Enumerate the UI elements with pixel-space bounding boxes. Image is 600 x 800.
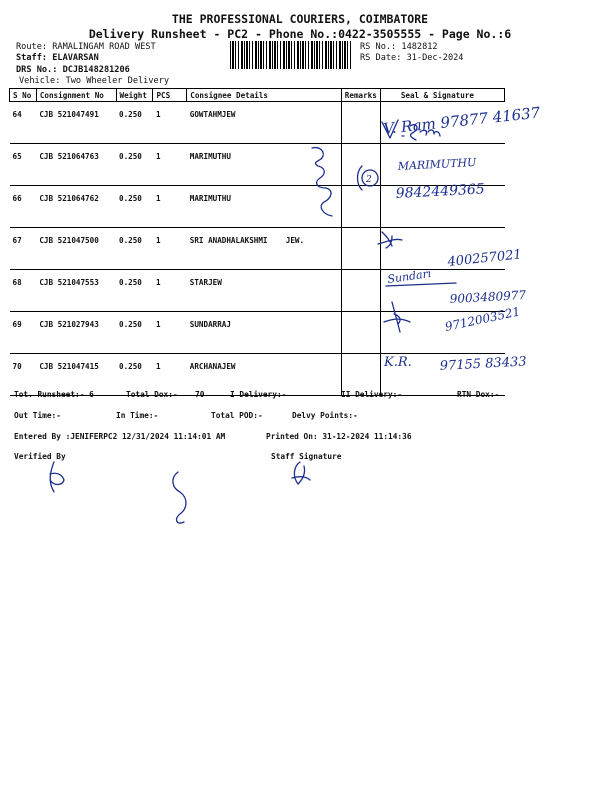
sno-cell: 68 — [10, 270, 37, 312]
in-time: In Time:- — [116, 411, 159, 420]
consignment-cell: CJB 521047415 — [36, 354, 116, 396]
row69-signature — [384, 302, 410, 332]
row67-handwriting: 400257021 — [446, 247, 523, 270]
total-pod: Total POD:- — [211, 411, 263, 420]
sno-cell: 66 — [10, 186, 37, 228]
row64-handwriting: V. Ram 97877 41637 — [382, 103, 542, 138]
total-runsheet: Tot. Runsheet:- 6 — [14, 390, 94, 399]
col-weight: Weight — [116, 89, 153, 102]
staff-signature-label: Staff Signature — [271, 452, 342, 461]
col-consignment: Consignment No — [36, 89, 116, 102]
consignment-cell: CJB 521047500 — [36, 228, 116, 270]
ii-delivery: II Delivery:- — [341, 390, 403, 399]
consignment-cell: CJB 521064762 — [36, 186, 116, 228]
total-dox-label: Total Dox:- — [126, 390, 178, 399]
consignee-cell: STARJEW — [187, 270, 342, 312]
row65-stroke — [358, 166, 363, 190]
staff-label: Staff: ELAVARSAN — [16, 53, 99, 63]
drs-number: DRS No.: DCJB148281206 — [16, 65, 130, 75]
row68-name-handwriting: Sundari — [386, 266, 433, 286]
delivery-points: Delvy Points:- — [292, 411, 358, 420]
weight-cell: 0.250 — [116, 228, 153, 270]
route-label: Route: RAMALINGAM ROAD WEST — [16, 42, 156, 52]
rs-date: RS Date: 31-Dec-2024 — [360, 53, 464, 63]
pcs-cell: 1 — [153, 186, 187, 228]
pcs-cell: 1 — [153, 144, 187, 186]
consignment-cell: CJB 521047553 — [36, 270, 116, 312]
sno-cell: 70 — [10, 354, 37, 396]
rs-number: RS No.: 1482812 — [360, 42, 438, 52]
entered-by: Entered By :JENIFERPC2 12/31/2024 11:14:01 AM — [14, 432, 226, 441]
weight-cell: 0.250 — [116, 186, 153, 228]
total-dox-value: 70 — [195, 390, 205, 399]
sno-cell: 65 — [10, 144, 37, 186]
consignee-cell: SUNDARRAJ — [187, 312, 342, 354]
verified-by: Verified By — [14, 452, 66, 461]
out-time: Out Time:- — [14, 411, 61, 420]
consignment-cell: CJB 521047491 — [36, 102, 116, 144]
runsheet-subtitle: Delivery Runsheet - PC2 - Phone No.:0422-3505555 - Page No.:6 — [88, 27, 512, 41]
vehicle-label: Vehicle: Two Wheeler Delivery — [19, 76, 170, 86]
row69-handwriting: 9712003521 — [443, 304, 522, 334]
i-delivery: I Delivery:- — [230, 390, 287, 399]
col-pcs: PCS — [153, 89, 187, 102]
consignment-cell: CJB 521027943 — [36, 312, 116, 354]
row65-handwriting: MARIMUTHU — [397, 155, 477, 173]
pcs-cell: 1 — [153, 270, 187, 312]
col-consignee: Consignee Details — [187, 89, 342, 102]
pcs-cell: 1 — [153, 354, 187, 396]
consignee-cell: SRI ANADHALAKSHMI JEW. — [187, 228, 342, 270]
staff-signature — [292, 462, 310, 484]
weight-cell: 0.250 — [116, 312, 153, 354]
sno-cell: 67 — [10, 228, 37, 270]
consignee-cell: ARCHANAJEW — [187, 354, 342, 396]
rtn-dox: RTN Dox:- — [457, 390, 500, 399]
verified-signature — [50, 462, 64, 492]
row67-signature — [378, 232, 402, 248]
row65-bracket — [312, 148, 332, 216]
company-title: THE PROFESSIONAL COURIERS, COIMBATORE — [171, 12, 429, 26]
pcs-cell: 1 — [153, 102, 187, 144]
weight-cell: 0.250 — [116, 144, 153, 186]
row66-handwriting: 9842449365 — [395, 181, 486, 202]
row70-phone-handwriting: 97155 83433 — [439, 354, 527, 374]
weight-cell: 0.250 — [116, 354, 153, 396]
col-sno: S No — [10, 89, 37, 102]
consignee-cell: GOWTAHMJEW — [187, 102, 342, 144]
consignment-cell: CJB 521064763 — [36, 144, 116, 186]
weight-cell: 0.250 — [116, 270, 153, 312]
consignee-cell: MARIMUTHU — [187, 144, 342, 186]
pcs-cell: 1 — [153, 228, 187, 270]
printed-on: Printed On: 31-12-2024 11:14:36 — [266, 432, 412, 441]
pcs-cell: 1 — [153, 312, 187, 354]
row68-phone-handwriting: 9003480977 — [449, 288, 527, 306]
row70-name-handwriting: K.R. — [384, 355, 412, 370]
sno-cell: 69 — [10, 312, 37, 354]
sno-cell: 64 — [10, 102, 37, 144]
row65-circled-count: 2 — [366, 175, 372, 185]
col-seal-signature: Seal & Signature — [380, 89, 504, 102]
weight-cell: 0.250 — [116, 102, 153, 144]
col-remarks: Remarks — [341, 89, 380, 102]
consignee-cell: MARIMUTHU — [187, 186, 342, 228]
verified-mark — [173, 472, 186, 523]
